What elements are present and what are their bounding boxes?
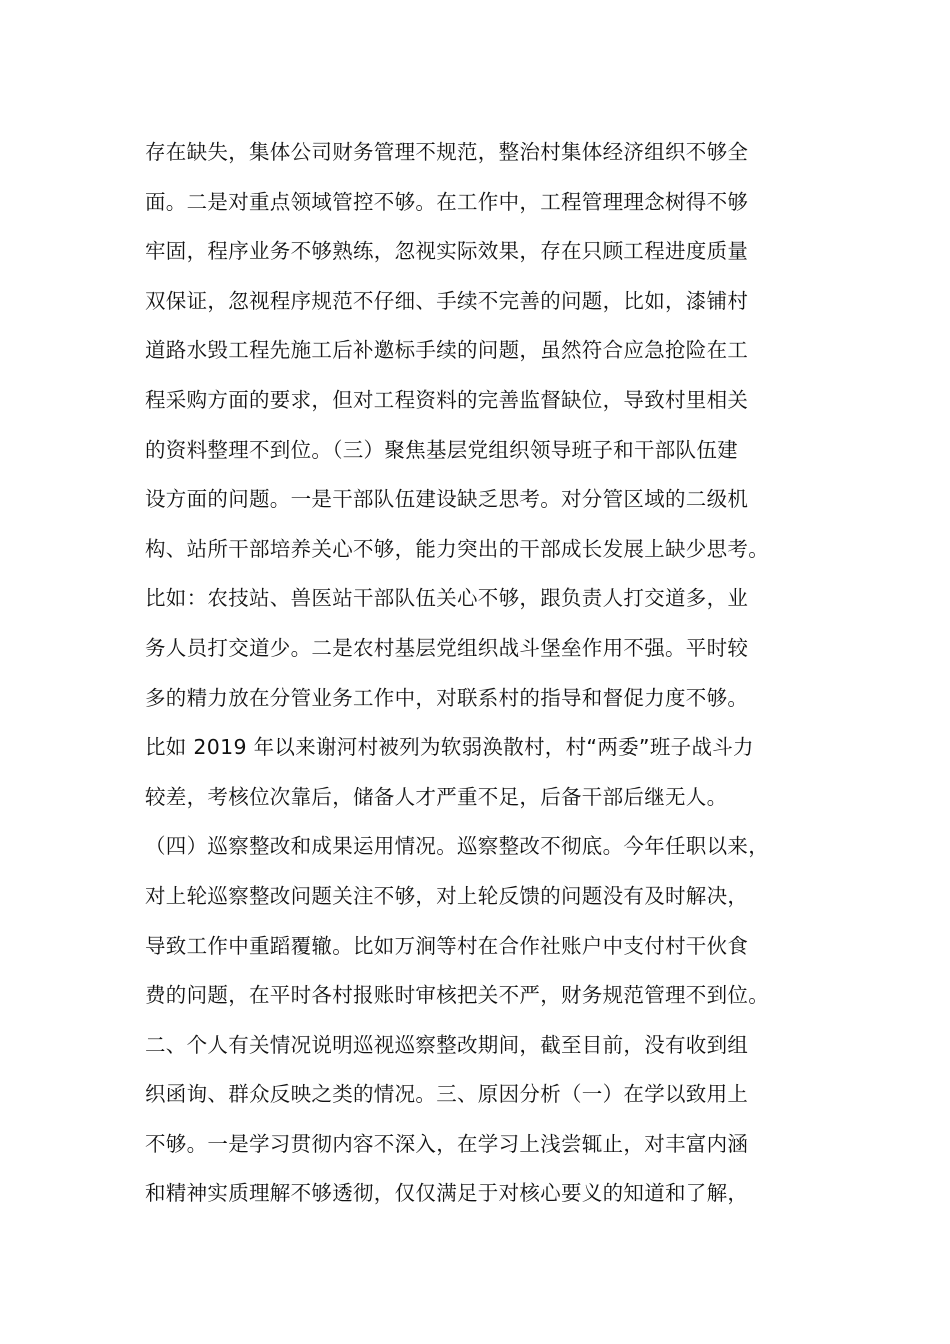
text-line-5: 道路水毁工程先施工后补邀标手续的问题，虽然符合应急抢险在工 xyxy=(145,338,749,363)
text-line-17: 导致工作中重蹈覆辙。比如万涧等村在合作社账户中支付村干伙食 xyxy=(145,933,749,958)
text-line-3: 牢固，程序业务不够熟练，忽视实际效果，存在只顾工程进度质量 xyxy=(145,239,749,264)
text-line-22: 和精神实质理解不够透彻，仅仅满足于对核心要义的知道和了解， xyxy=(145,1181,749,1206)
text-line-16: 对上轮巡察整改问题关注不够，对上轮反馈的问题没有及时解决， xyxy=(145,883,749,908)
text-line-13: 比如 2019 年以来谢河村被列为软弱涣散村，村“两委”班子战斗力 xyxy=(145,735,754,760)
text-line-10: 比如：农技站、兽医站干部队伍关心不够，跟负责人打交道多，业 xyxy=(145,586,749,611)
text-line-2: 面。二是对重点领域管控不够。在工作中，工程管理理念树得不够 xyxy=(145,189,749,214)
text-line-21: 不够。一是学习贯彻内容不深入，在学习上浅尝辄止，对丰富内涵 xyxy=(145,1131,749,1156)
text-line-9: 构、站所干部培养关心不够，能力突出的干部成长发展上缺少思考。 xyxy=(145,536,769,561)
text-line-6: 程采购方面的要求，但对工程资料的完善监督缺位，导致村里相关 xyxy=(145,387,749,412)
text-line-19: 二、个人有关情况说明巡视巡察整改期间，截至目前，没有收到组 xyxy=(145,1032,749,1057)
text-line-4: 双保证，忽视程序规范不仔细、手续不完善的问题，比如，漆铺村 xyxy=(145,288,749,313)
body-text xyxy=(145,128,835,1219)
text-line-14: 较差，考核位次靠后，储备人才严重不足，后备干部后继无人。 xyxy=(145,784,728,809)
text-line-15: （四）巡察整改和成果运用情况。巡察整改不彻底。今年任职以来， xyxy=(145,834,769,859)
text-line-12: 多的精力放在分管业务工作中，对联系村的指导和督促力度不够。 xyxy=(145,685,749,710)
text-line-18: 费的问题，在平时各村报账时审核把关不严，财务规范管理不到位。 xyxy=(145,983,769,1008)
text-line-20: 织函询、群众反映之类的情况。三、原因分析（一）在学以致用上 xyxy=(145,1082,749,1107)
text-line-11: 务人员打交道少。二是农村基层党组织战斗堡垒作用不强。平时较 xyxy=(145,635,749,660)
text-line-1: 存在缺失，集体公司财务管理不规范，整治村集体经济组织不够全 xyxy=(145,140,749,164)
text-line-7: 的资料整理不到位。（三）聚焦基层党组织领导班子和干部队伍建 xyxy=(145,437,738,462)
text-line-8: 设方面的问题。一是干部队伍建设缺乏思考。对分管区域的二级机 xyxy=(145,487,749,512)
